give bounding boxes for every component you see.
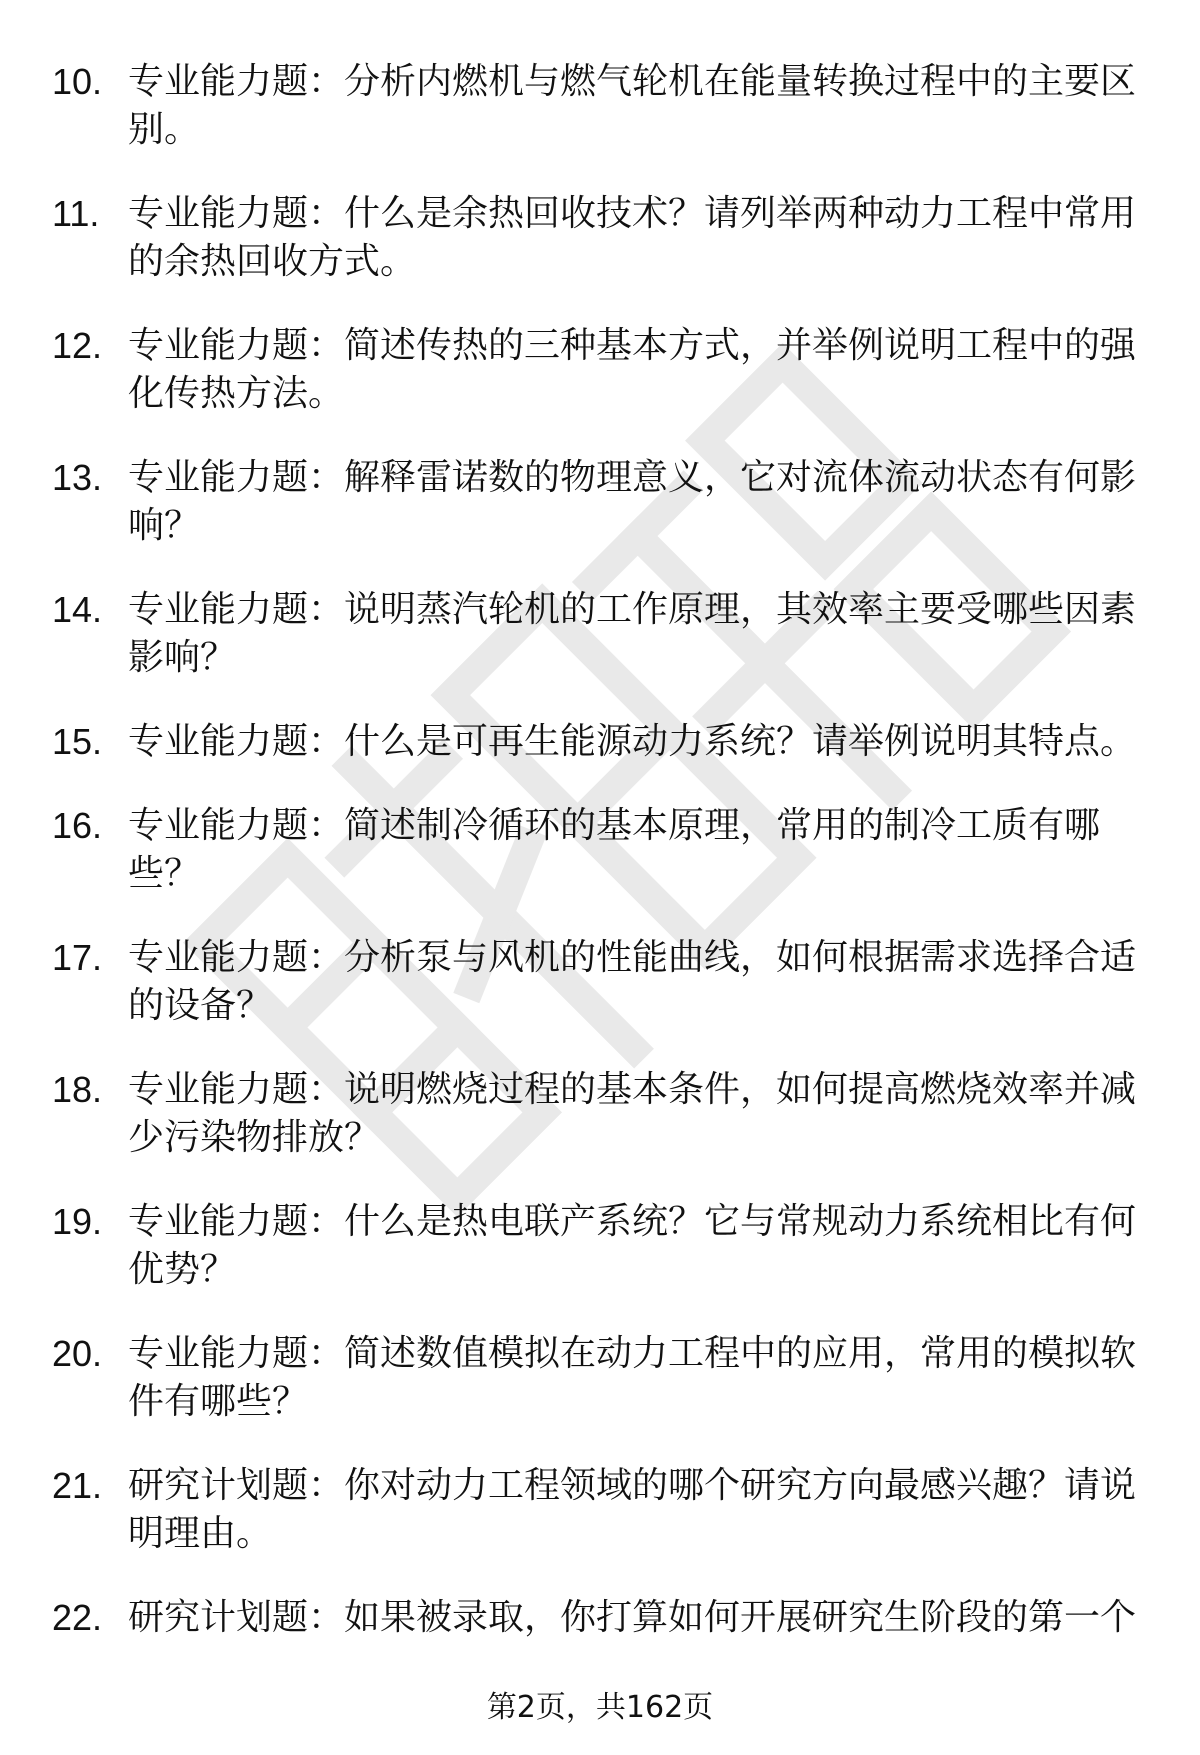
page-footer [0,1688,1200,1728]
question-item [0,322,1138,418]
question-text: 专业能力题：什么是热电联产系统？它与常规动力系统相比有何优势？ [128,1201,1137,1290]
question-text: 专业能力题：说明蒸汽轮机的工作原理，其效率主要受哪些因素影响？ [128,589,1137,678]
question-text: 专业能力题：分析内燃机与燃气轮机在能量转换过程中的主要区别。 [128,61,1137,150]
question-item [0,454,1138,550]
question-number: 21. [52,1465,103,1506]
question-number: 17. [52,937,103,978]
question-item [0,586,1138,682]
question-number: 16. [52,805,103,846]
question-number: 20. [52,1333,103,1374]
question-item [0,934,1138,1030]
question-list [0,58,1200,1678]
question-item [0,58,1138,154]
question-number: 10. [52,61,103,102]
question-text: 专业能力题：简述传热的三种基本方式，并举例说明工程中的强化传热方法。 [128,325,1137,414]
question-number: 22. [52,1597,103,1638]
question-item [0,1462,1138,1558]
question-text: 专业能力题：解释雷诺数的物理意义，它对流体流动状态有何影响？ [128,457,1137,546]
question-item [0,802,1138,898]
question-number: 19. [52,1201,103,1242]
question-item [0,190,1138,286]
question-text: 研究计划题：你对动力工程领域的哪个研究方向最感兴趣？请说明理由。 [128,1465,1137,1554]
question-text: 专业能力题：简述制冷循环的基本原理，常用的制冷工质有哪些？ [128,805,1101,894]
question-text: 专业能力题：简述数值模拟在动力工程中的应用，常用的模拟软件有哪些？ [128,1333,1137,1422]
question-number: 11. [52,193,100,234]
question-item [0,1066,1138,1162]
question-item [0,718,1138,766]
page-number-label: 第2页，共162页 [486,1690,714,1725]
question-number: 13. [52,457,103,498]
question-text: 专业能力题：什么是余热回收技术？请列举两种动力工程中常用的余热回收方式。 [128,193,1137,282]
question-text: 专业能力题：说明燃烧过程的基本条件，如何提高燃烧效率并减少污染物排放？ [128,1069,1137,1158]
question-text: 专业能力题：什么是可再生能源动力系统？请举例说明其特点。 [128,721,1137,762]
question-number: 14. [52,589,103,630]
question-item [0,1198,1138,1294]
question-number: 18. [52,1069,103,1110]
question-text: 研究计划题：如果被录取，你打算如何开展研究生阶段的第一个 [128,1597,1137,1638]
question-item [0,1594,1138,1642]
question-text: 专业能力题：分析泵与风机的性能曲线，如何根据需求选择合适的设备？ [128,937,1137,1026]
question-item [0,1330,1138,1426]
question-number: 15. [52,721,103,762]
question-number: 12. [52,325,103,366]
